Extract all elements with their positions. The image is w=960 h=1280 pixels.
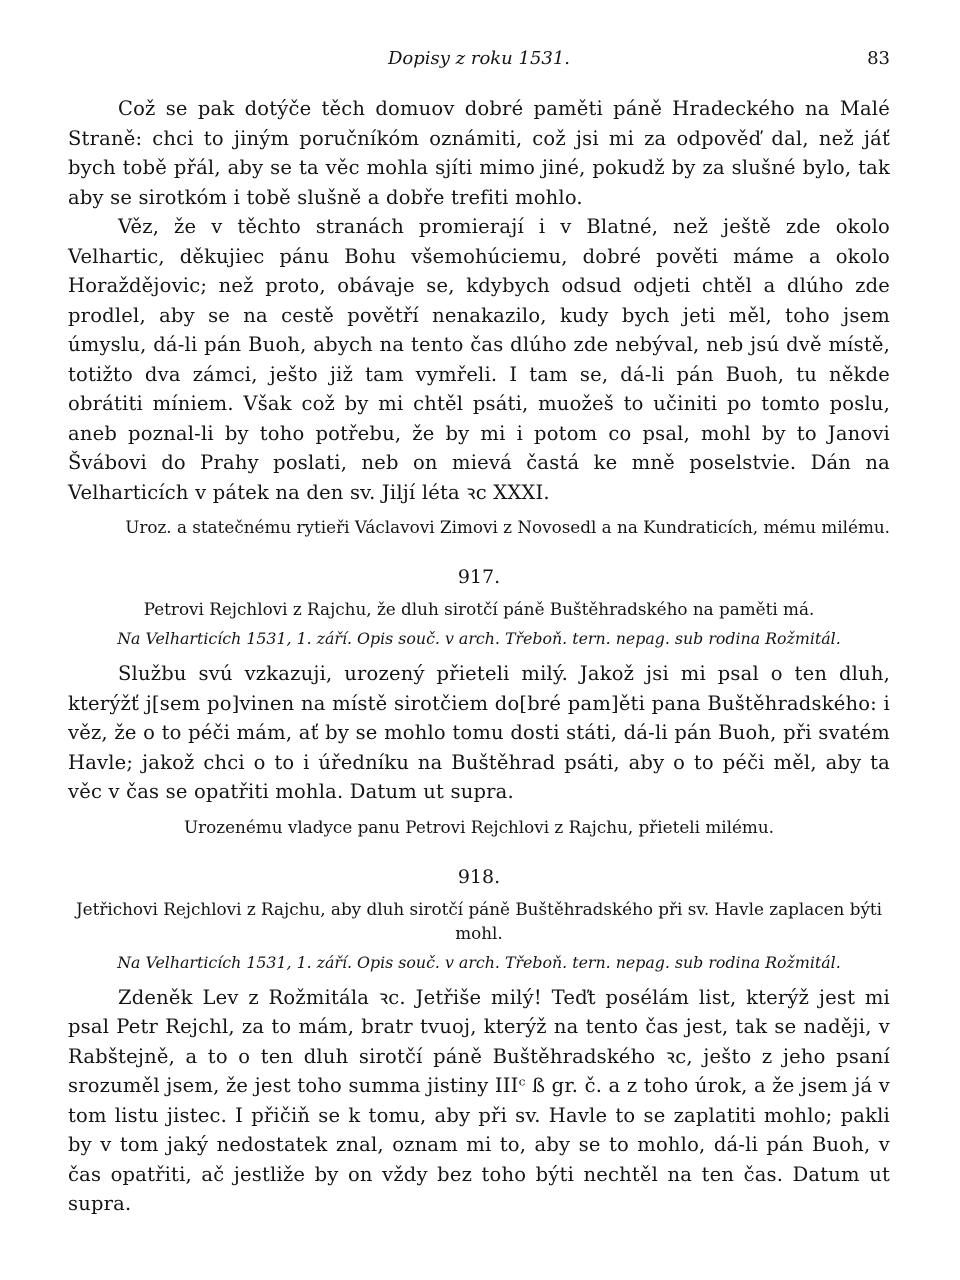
letter-source-917: Na Velharticích 1531, 1. září. Opis souč. v arch. Třeboň. tern. nepag. sub rodina Rožmitál. (117, 629, 841, 648)
letter-number-918: 918. (457, 865, 501, 888)
letter-body-918: Zdeněk Lev z Rožmitála ꝛc. Jetřiše milý! Teďt posélám list, kterýž jest mi psal Petr Rejchl, za to mám, bratr tvuoj, kterýž na tento čas jest, tak se naději, v Rabštejně, a to o ten dluh sirotčí páně Buštěhradského ꝛc, ješto z jeho psaní srozuměl jsem, že jest toho summa jistiny IIIᶜ ß gr. č. a z toho úrok, a že jsem já v tom listu jistec. I přičiň se k tomu, aby při sv. Havle to se zaplatiti mohlo; pakli by v tom jaký nedostatek znal, oznam mi to, aby se to mohlo, dá-li pán Buoh, v čas opatřiti, ač jestliže by on vždy bez toho býti nechtěl na ten čas. Datum ut supra. (68, 985, 890, 1215)
letter-summary-917: Petrovi Rejchlovi z Rajchu, že dluh sirotčí páně Buštěhradského na paměti má. (143, 599, 815, 619)
continuation-paragraph-2: Věz, že v těchto stranách promierají i v Blatné, než ještě zde okolo Velhartic, děkujiec pánu Bohu všemohúciemu, dobré pověti máme a okolo Horaždějovic; než proto, obávaje se, kdybych odsud odjeti chtěl a dlúho zde prodlel, aby se na cestě povětří nenakazilo, kudy bych jeti měl, toho jsem úmyslu, dá-li pán Buoh, abych na tento čas dlúho zde nebýval, neb jsú dvě místě, totižto dva zámci, ješto již tam vymřeli. I tam se, dá-li pán Buoh, tu někde obrátiti míniem. Však což by mi chtěl psáti, muožeš to učiniti po tomto poslu, aneb poznal-li by toho potřebu, že by mi i potom co psal, mohl by to Janovi Švábovi do Prahy poslati, neb on mievá častá ke mně poselstvie. Dán na Velharticích v pátek na den sv. Jiljí léta ꝛc XXXI. (68, 215, 890, 504)
page-number: 83 (867, 48, 890, 69)
letter-918 (68, 865, 890, 1219)
letter-address-917: Urozenému vladyce panu Petrovi Rejchlovi z Rajchu, přieteli milému. (184, 816, 774, 837)
continuation-paragraph-1: Což se pak dotýče těch domuov dobré paměti páně Hradeckého na Malé Straně: chci to jiným poručníkóm oznámiti, což jsi mi za odpověď dal, než jáť bych tobě přál, aby se ta věc mohla sjíti mimo jiné, pokudž by za slušné bylo, tak aby se sirotkóm i tobě slušně a dobře trefiti mohlo. (68, 97, 890, 209)
letter-summary-918: Jetřichovi Rejchlovi z Rajchu, aby dluh sirotčí páně Buštěhradského při sv. Havle zaplacen býti mohl. (75, 898, 883, 943)
letter-source-918: Na Velharticích 1531, 1. září. Opis souč. v arch. Třeboň. tern. nepag. sub rodina Rožmitál. (117, 952, 841, 972)
book-page (68, 40, 890, 1219)
letter-number-917: 917. (457, 566, 501, 588)
continuation-address: Uroz. a statečnému rytieři Václavovi Zimovi z Novosedl a na Kundraticích, mému milému. (125, 517, 890, 537)
running-header (68, 40, 890, 74)
letter-body-917: Službu svú vzkazuji, urozený přieteli milý. Jakož jsi mi psal o ten dluh, kterýžť j[sem po]vinen na místě sirotčiem do[bré pam]ěti pana Buštěhradského: i věz, že o to péči mám, ať by se mohlo tomu dosti státi, dá-li pán Buoh, při svatém Havle; jakož chci o to i úředníku na Buštěhrad psáti, aby o to péči měl, aby ta věc v čas se opatřiti mohla. Datum ut supra. (68, 662, 890, 803)
running-title: Dopisy z roku 1531. (387, 48, 571, 69)
letter-917 (68, 565, 890, 839)
